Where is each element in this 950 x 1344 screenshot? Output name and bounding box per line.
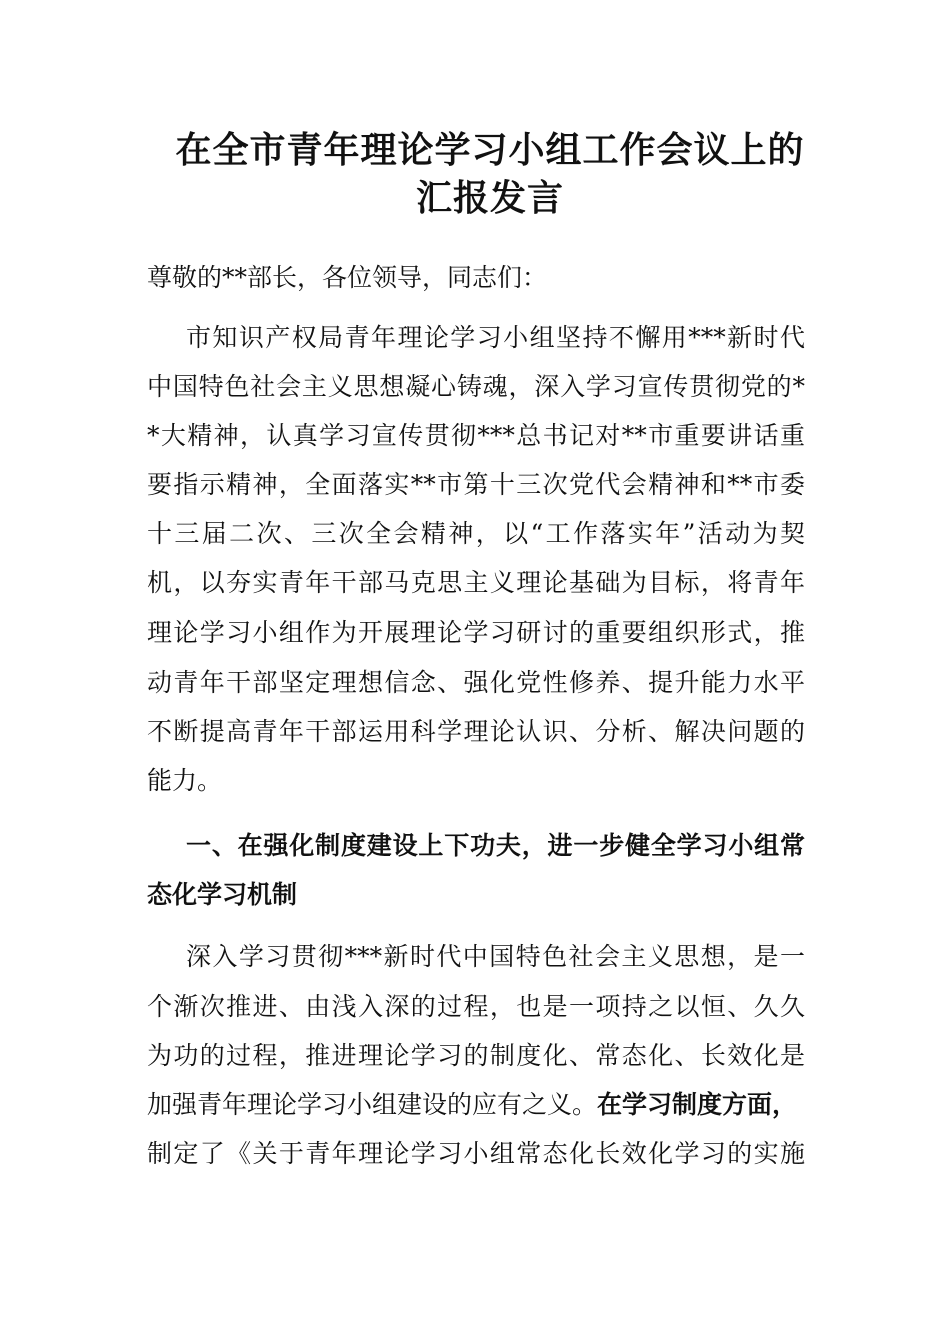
paragraph-1-line-2: 中国特色社会主义思想凝心铸魂，深入学习宣传贯彻党的* bbox=[147, 372, 805, 401]
paragraph-2-line-3: 为功的过程，推进理论学习的制度化、常态化、长效化是 bbox=[147, 1041, 805, 1070]
paragraph-1-line-1: 市知识产权局青年理论学习小组坚持不懈用***新时代 bbox=[186, 323, 805, 352]
salutation: 尊敬的**部长，各位领导，同志们： bbox=[147, 263, 548, 292]
paragraph-1-line-7: 理论学习小组作为开展理论学习研讨的重要组织形式，推 bbox=[147, 618, 805, 647]
paragraph-2-line-1: 深入学习贯彻***新时代中国特色社会主义思想，是一 bbox=[186, 942, 805, 971]
paragraph-2-line-2: 个渐次推进、由浅入深的过程，也是一项持之以恒、久久 bbox=[147, 992, 805, 1021]
paragraph-2-emphasis: 在学习制度方面， bbox=[597, 1090, 798, 1119]
paragraph-1-line-3: *大精神，认真学习宣传贯彻***总书记对**市重要讲话重 bbox=[147, 421, 805, 450]
document-title-line-2: 汇报发言 bbox=[415, 177, 564, 219]
paragraph-2-line-4 bbox=[147, 1092, 797, 1117]
paragraph-2-line-4-text: 加强青年理论学习小组建设的应有之义。 bbox=[147, 1090, 598, 1119]
paragraph-1-line-5: 十三届二次、三次全会精神，以“工作落实年”活动为契 bbox=[147, 519, 805, 548]
paragraph-2-line-5: 制定了《关于青年理论学习小组常态化长效化学习的实施 bbox=[147, 1139, 805, 1168]
paragraph-1-line-8: 动青年干部坚定理想信念、强化党性修养、提升能力水平 bbox=[147, 668, 805, 697]
section-1-heading-line-1: 一、在强化制度建设上下功夫，进一步健全学习小组常 bbox=[186, 831, 805, 860]
section-1-heading-line-2: 态化学习机制 bbox=[147, 880, 298, 909]
paragraph-1-line-10: 能力。 bbox=[147, 766, 223, 795]
paragraph-1-line-9: 不断提高青年干部运用科学理论认识、分析、解决问题的 bbox=[147, 717, 805, 746]
paragraph-1-line-6: 机，以夯实青年干部马克思主义理论基础为目标，将青年 bbox=[147, 568, 805, 597]
document-title-line-1: 在全市青年理论学习小组工作会议上的 bbox=[175, 129, 805, 171]
paragraph-1-line-4: 要指示精神，全面落实**市第十三次党代会精神和**市委 bbox=[147, 470, 805, 499]
